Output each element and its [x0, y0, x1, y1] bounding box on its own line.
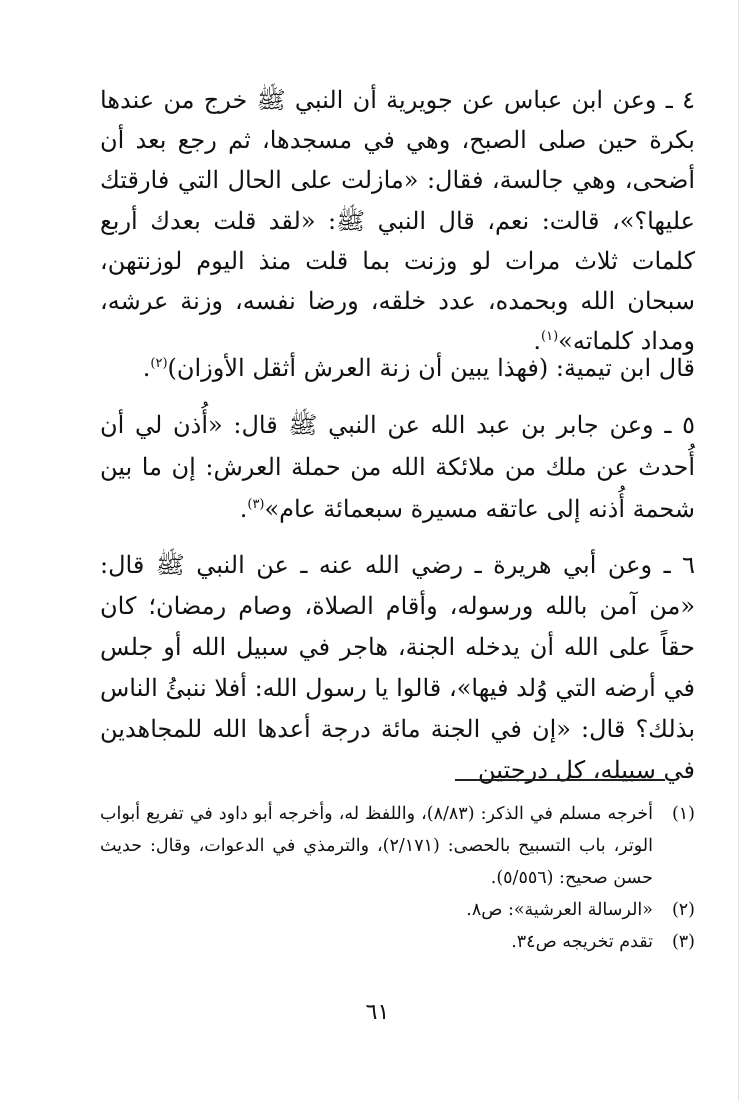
footnote-1 [100, 798, 695, 894]
footnote-text: أخرجه مسلم في الذكر: (٨/٨٣)، واللفظ له، وأخرجه أبو داود في تفريع أبواب الوتر، باب التسبيح بالحصى: (٢/١٧١)، والترمذي في الدعوات، وقال: حديث حسن صحيح: (٥/٥٥٦). [100, 804, 653, 888]
page-edge-dotted-line [738, 0, 739, 1101]
quote-text: قال ابن تيمية: (فهذا يبين أن زنة العرش أثقل الأوزان) [167, 354, 695, 382]
paragraph-text: وعن أبي هريرة ـ رضي الله عنه ـ عن النبي ﷺ قال: «من آمن بالله ورسوله، وأقام الصلاة، وصام رمضان؛ كان حقاً على الله أن يدخله الجنة، هاجر في سبيل الله أو جلس في أرضه التي وُلد فيها»، قالوا يا رسول الله: أفلا ننبئُ الناس بذلك؟ قال: «إن في الجنة مائة درجة أعدها الله للمجاهدين في سبيله، كل درجتين [100, 551, 695, 784]
paragraph-4 [100, 80, 695, 361]
footnote-separator [455, 779, 665, 781]
footnote-text: تقدم تخريجه ص٣٤. [511, 932, 653, 952]
footnote-number: (٢) [671, 900, 695, 920]
paragraph-5 [100, 404, 695, 530]
paragraph-number: ٦ ـ [663, 551, 695, 579]
paragraph-text: وعن جابر بن عبد الله عن النبي ﷺ قال: «أُذن لي أن أُحدث عن ملك من ملائكة الله من حملة العرش: إن ما بين شحمة أُذنه إلى عاتقه مسيرة سبعمائة عام» [100, 411, 695, 523]
footnote-ref[interactable]: (٣) [247, 497, 265, 512]
footnote-number: (٣) [671, 932, 695, 952]
footnote-ref[interactable]: (١) [541, 329, 559, 345]
main-text [100, 80, 695, 361]
footnote-text: «الرسالة العرشية»: ص٨. [466, 900, 653, 920]
footnote-ref[interactable]: (٢) [150, 356, 168, 371]
paragraph-6 [100, 545, 695, 791]
footnotes [100, 798, 695, 958]
punctuation: . [142, 354, 151, 382]
quote-ibn-taymiyyah [100, 348, 695, 388]
punctuation: . [239, 495, 248, 523]
punctuation: . [533, 327, 542, 356]
paragraph-number: ٥ ـ [664, 411, 695, 439]
paragraph-number: ٤ ـ [665, 86, 695, 114]
footnote-2 [100, 894, 695, 926]
footnote-3 [100, 926, 695, 958]
page-number: ٦١ [365, 1000, 390, 1025]
paragraph-text: وعن ابن عباس عن جويرية أن النبي ﷺ خرج من عندها بكرة حين صلى الصبح، وهي في مسجدها، ثم رجع بعد أن أضحى، وهي جالسة، فقال: «مازلت على الحال التي فارقتك عليها؟»، قالت: نعم، قال النبي ﷺ: «لقد قلت بعدك أربع كلمات ثلاث مرات لو وزنت بما قلت منذ اليوم لوزنتهن، سبحان الله وبحمده، عدد خلقه، ورضا نفسه، وزنة عرشه، ومداد كلماته» [100, 86, 695, 356]
footnote-number: (١) [671, 804, 695, 824]
